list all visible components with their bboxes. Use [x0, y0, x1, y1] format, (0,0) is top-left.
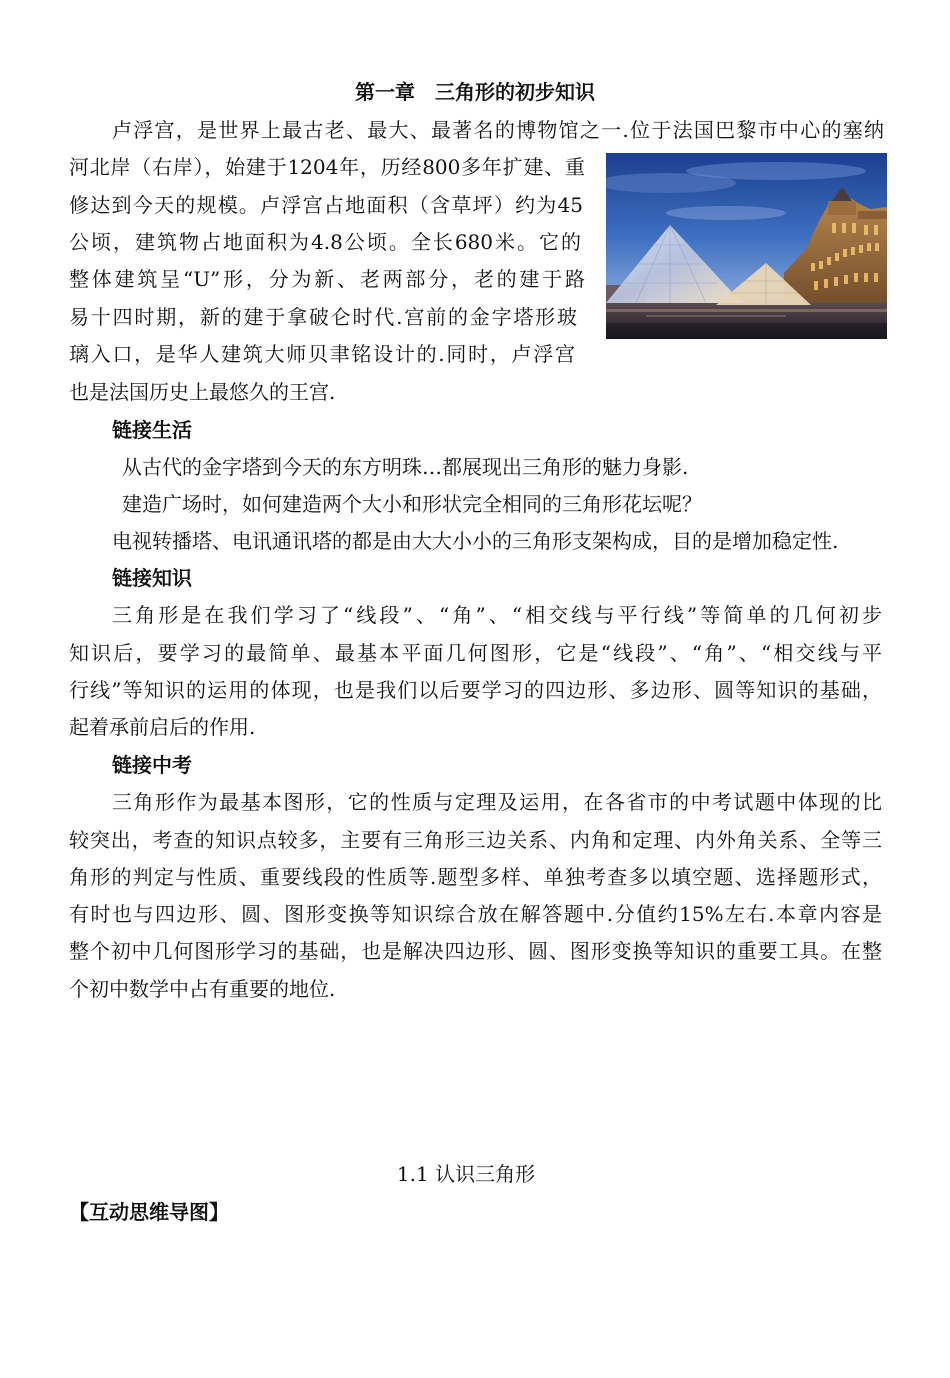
- knowledge-line-2: 知识后，要学习的最简单、最基本平面几何图形，它是“线段”、“角”、“相交线与平: [69, 641, 882, 665]
- life-line-3: 电视转播塔、电讯通讯塔的都是由大大小小的三角形支架构成，目的是增加稳定性.: [112, 529, 839, 553]
- exam-line-5: 整个初中几何图形学习的基础，也是解决四边形、圆、图形变换等知识的重要工具。在整: [69, 939, 882, 963]
- knowledge-line-4: 起着承前启后的作用.: [69, 715, 256, 739]
- intro-line-5: 整体建筑呈“U”形，分为新、老两部分，老的建于路: [69, 267, 585, 291]
- life-line-2: 建造广场时，如何建造两个大小和形状完全相同的三角形花坛呢？: [122, 492, 702, 516]
- exam-line-3: 角形的判定与性质、重要线段的性质等.题型多样、单独考查多以填空题、选择题形式，: [69, 865, 882, 889]
- intro-line-4: 公顷，建筑物占地面积为4.8公顷。全长680米。它的: [69, 230, 581, 254]
- life-line-1: 从古代的金字塔到今天的东方明珠…都展现出三角形的魅力身影.: [122, 455, 689, 479]
- section-title: 1.1 认识三角形: [396, 1162, 536, 1186]
- mindmap-label: 【互动思维导图】: [69, 1200, 229, 1224]
- intro-line-2: 河北岸（右岸），始建于1204年，历经800多年扩建、重: [69, 155, 585, 179]
- intro-line-8: 也是法国历史上最悠久的王宫.: [69, 380, 336, 404]
- exam-line-4: 有时也与四边形、圆、图形变换等知识综合放在解答题中.分值约15%左右.本章内容是: [69, 902, 882, 926]
- intro-line-1: 卢浮宫，是世界上最古老、最大、最著名的博物馆之一.位于法国巴黎市中心的塞纳: [112, 118, 884, 142]
- intro-line-3: 修达到今天的规模。卢浮宫占地面积（含草坪）约为45: [69, 193, 583, 217]
- louvre-photo: [606, 153, 887, 339]
- intro-line-7: 璃入口，是华人建筑大师贝聿铭设计的.同时，卢浮宫: [69, 342, 575, 366]
- exam-line-1: 三角形作为最基本图形，它的性质与定理及运用，在各省市的中考试题中体现的比: [112, 790, 882, 814]
- knowledge-line-3: 行线”等知识的运用的体现，也是我们以后要学习的四边形、多边形、圆等知识的基础，: [69, 678, 882, 702]
- intro-line-6: 易十四时期，新的建于拿破仑时代.宫前的金字塔形玻: [69, 305, 577, 329]
- life-heading: 链接生活: [112, 418, 192, 442]
- exam-line-6: 个初中数学中占有重要的地位.: [69, 977, 336, 1001]
- chapter-title: 第一章 三角形的初步知识: [355, 80, 595, 104]
- exam-line-2: 较突出，考查的知识点较多，主要有三角形三边关系、内角和定理、内外角关系、全等三: [69, 828, 882, 852]
- exam-heading: 链接中考: [112, 753, 192, 777]
- knowledge-heading: 链接知识: [112, 566, 192, 590]
- knowledge-line-1: 三角形是在我们学习了“线段”、“角”、“相交线与平行线”等简单的几何初步: [112, 603, 882, 627]
